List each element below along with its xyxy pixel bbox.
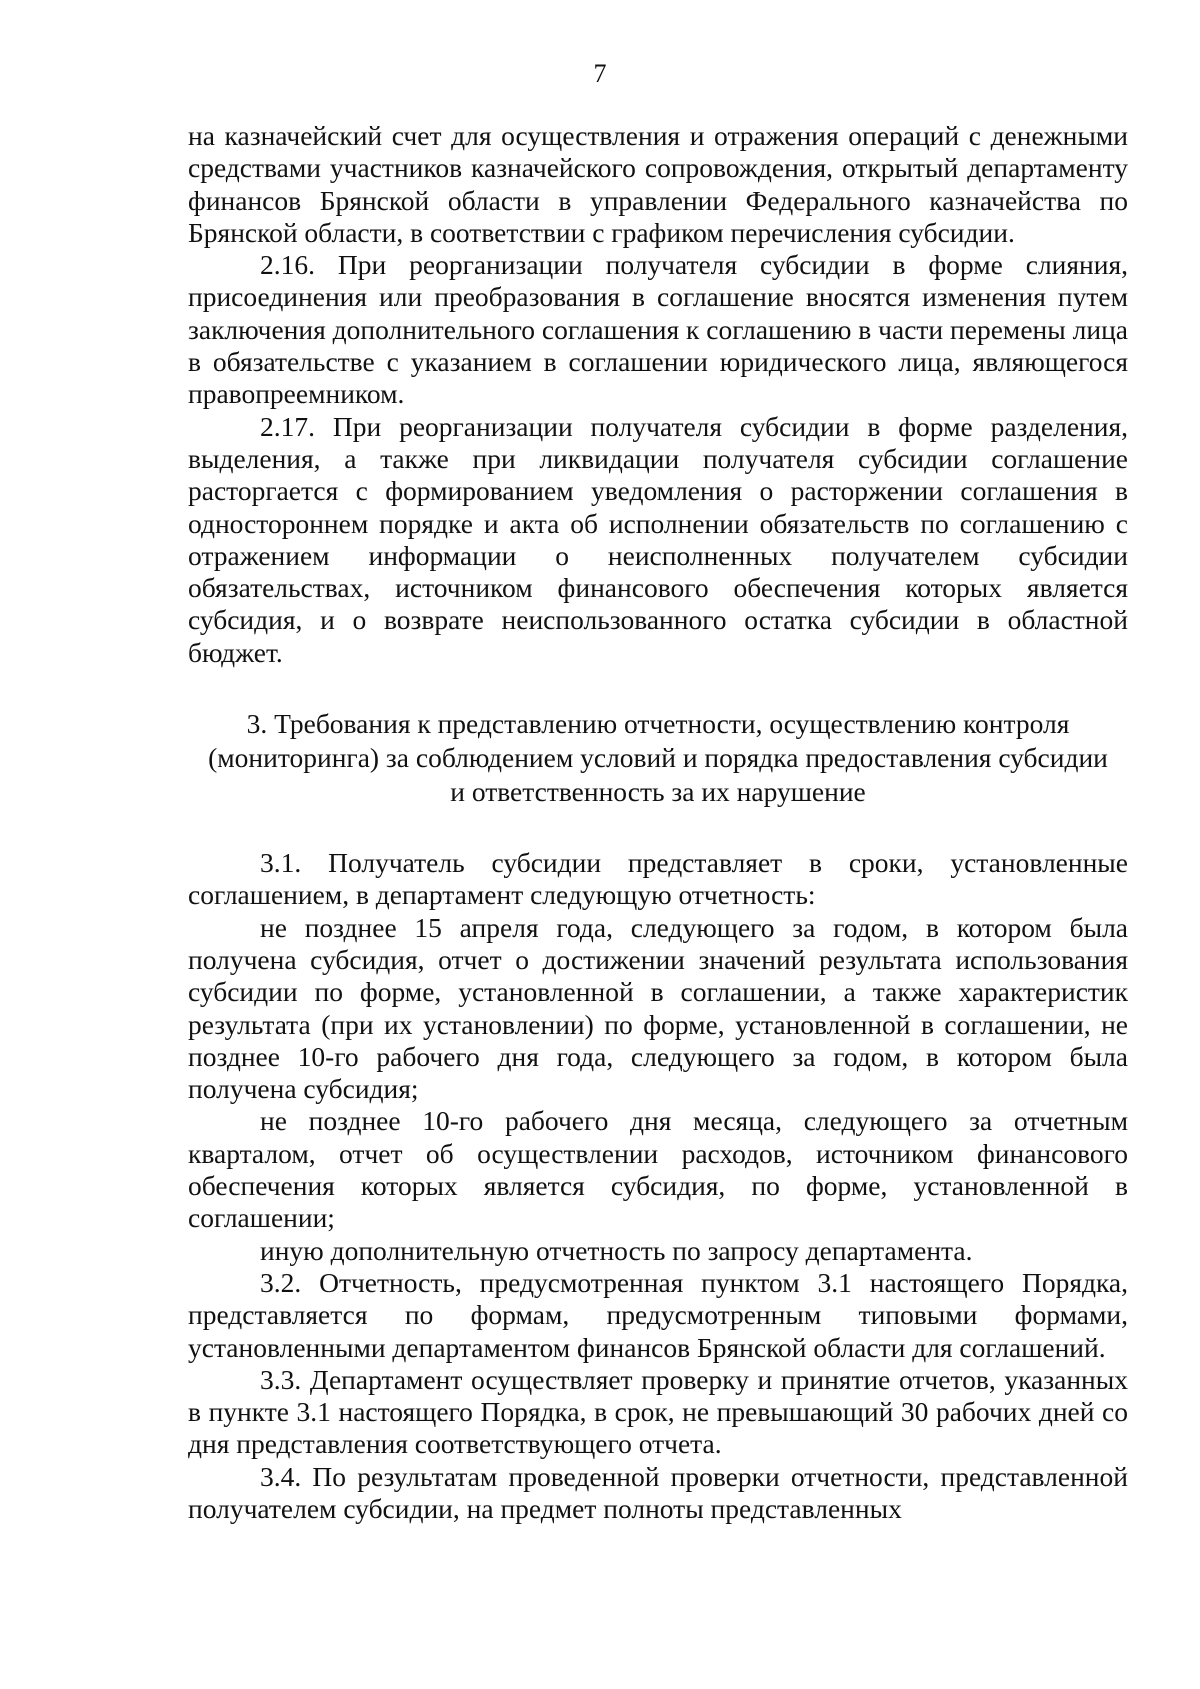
section-heading-line-2: (мониторинга) за соблюдением условий и порядка предоставления субсидии	[208, 742, 1108, 774]
paragraph-report-quarterly: не позднее 10-го рабочего дня месяца, следующего за отчетным кварталом, отчет об осуществлении расходов, источником финансового обеспечения которых является субсидия, по форме, установленной в соглашении;	[188, 1105, 1128, 1234]
paragraph-additional-reporting: иную дополнительную отчетность по запросу департамента.	[260, 1234, 973, 1266]
section-heading-line-3: и ответственность за их нарушение	[450, 776, 866, 808]
paragraph-3-1: 3.1. Получатель субсидии представляет в сроки, установленные соглашением, в департамент следующую отчетность:	[188, 847, 1128, 911]
section-heading	[188, 707, 1128, 809]
paragraph-2-17: 2.17. При реорганизации получателя субсидии в форме разделения, выделения, а также при ликвидации получателя субсидии соглашение расторгается с формированием уведомления о расторжении соглашения в одностороннем порядке и акта об исполнении обязательств по соглашению с отражением информации о неисполненных получателем субсидии обязательствах, источником финансового обеспечения которых является субсидия, и о возврате неиспользованного остатка субсидии в областной бюджет.	[188, 410, 1128, 668]
paragraph-3-3: 3.3. Департамент осуществляет проверку и принятие отчетов, указанных в пункте 3.1 настоящего Порядка, в срок, не превышающий 30 рабочих дней со дня представления соответствующего отчета.	[188, 1363, 1128, 1460]
paragraph-treasury-account: на казначейский счет для осуществления и отражения операций с денежными средствами участников казначейского сопровождения, открытый департаменту финансов Брянской области в управлении Федерального казначейства по Брянской области, в соответствии с графиком перечисления субсидии.	[188, 120, 1128, 248]
paragraph-report-deadline-april: не позднее 15 апреля года, следующего за годом, в котором была получена субсидия, отчет о достижении значений результата использования субсидии по форме, установленной в соглашении, а также характеристик результата (при их установлении) по форме, установленной в соглашении, не позднее 10-го рабочего дня года, следующего за годом, в котором была получена субсидия;	[188, 911, 1128, 1105]
paragraph-3-2: 3.2. Отчетность, предусмотренная пунктом 3.1 настоящего Порядка, представляется по формам, предусмотренным типовыми формами, установленными департаментом финансов Брянской области для соглашений.	[188, 1266, 1128, 1363]
page-number: 7	[593, 59, 607, 88]
section-heading-line-1: 3. Требования к представлению отчетности, осуществлению контроля	[246, 708, 1070, 740]
paragraph-3-4: 3.4. По результатам проведенной проверки отчетности, представленной получателем субсидии, на предмет полноты представленных	[188, 1460, 1128, 1524]
document-body	[188, 120, 1128, 1525]
paragraph-2-16: 2.16. При реорганизации получателя субсидии в форме слияния, присоединения или преобразования в соглашение вносятся изменения путем заключения дополнительного соглашения к соглашению в части перемены лица в обязательстве с указанием в соглашении юридического лица, являющегося правопреемником.	[188, 249, 1128, 410]
